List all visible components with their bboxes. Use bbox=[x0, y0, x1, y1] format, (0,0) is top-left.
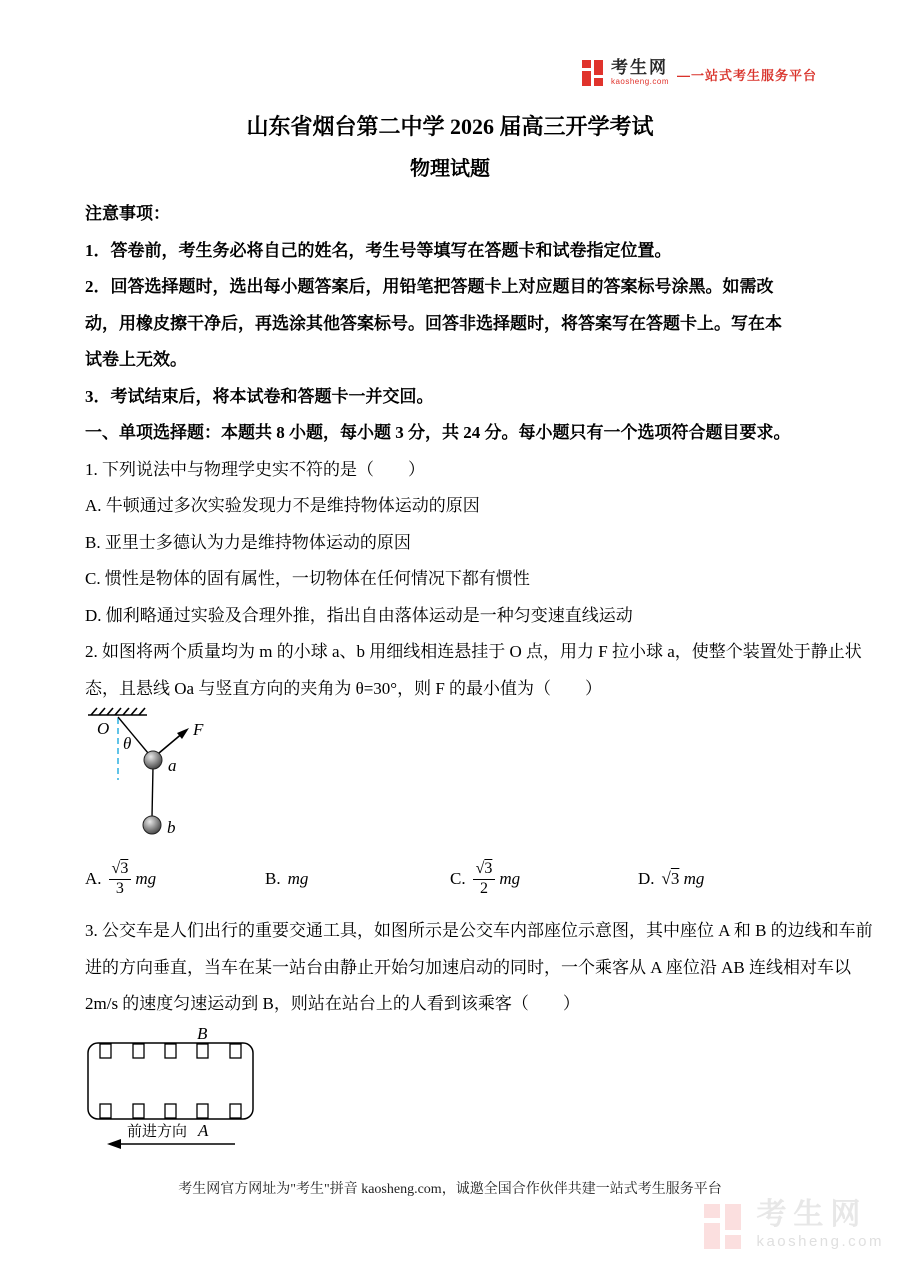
logo-domain-text: kaosheng.com bbox=[610, 76, 669, 86]
ceiling-hatch bbox=[88, 708, 147, 715]
question-2-text-line-1: 2. 如图将两个质量均为 m 的小球 a、b 用细线相连悬挂于 O 点，用力 F 拉小球 a，使整个装置处于静止状 bbox=[85, 642, 862, 661]
seat-a-label: A bbox=[198, 1120, 209, 1140]
logo-brand-text: 考生网 bbox=[610, 57, 668, 77]
question-2-option-b: B. mg bbox=[265, 869, 309, 888]
notice-label: 注意事项： bbox=[85, 204, 170, 223]
question-2-text-line-2: 态，且悬线 Oa 与竖直方向的夹角为 θ=30°，则 F 的最小值为（ ） bbox=[85, 678, 603, 698]
bus-seats-top bbox=[100, 1044, 241, 1058]
question-3-text-line-1: 3. 公交车是人们出行的重要交通工具，如图所示是公交车内部座位示意图，其中座位 A 和 B 的边线和车前 bbox=[85, 921, 873, 940]
point-o-label: O bbox=[97, 719, 110, 738]
logo-tagline: —一站式考生服务平台 bbox=[676, 68, 817, 83]
force-arrow bbox=[159, 728, 189, 753]
watermark-domain-text: kaosheng.com bbox=[756, 1233, 884, 1250]
notice-item-2-line-3: 试卷上无效。 bbox=[85, 350, 187, 369]
fraction-sqrt3-over-2: $\frac{√3}{2}$ bbox=[473, 860, 496, 899]
notice-item-1: 1．答卷前，考生务必将自己的姓名，考生号等填写在答题卡和试卷指定位置。 bbox=[85, 240, 672, 260]
ball-a bbox=[144, 751, 162, 769]
question-3-figure bbox=[85, 1027, 285, 1152]
question-2-option-c: C. $\frac{√3}{2}$ mg bbox=[450, 859, 521, 897]
logo-lockup bbox=[582, 58, 669, 86]
question-2-option-d: D. √3 mg bbox=[638, 869, 705, 888]
ball-b bbox=[143, 816, 161, 834]
exam-subtitle: 物理试题 bbox=[410, 158, 490, 180]
sqrt-3: √3 bbox=[661, 869, 680, 888]
exam-title: 山东省烟台第二中学 2026 届高三开学考试 bbox=[246, 114, 654, 139]
question-1-option-c: C. 惯性是物体的固有属性，一切物体在任何情况下都有惯性 bbox=[85, 569, 530, 588]
bus-seats-bottom bbox=[100, 1104, 241, 1118]
question-1-option-d: D. 伽利略通过实验及合理外推，指出自由落体运动是一种匀变速直线运动 bbox=[85, 605, 633, 625]
notice-item-2-line-1: 2．回答选择题时，选出每小题答案后，用铅笔把答题卡上对应题目的答案标号涂黑。如需改 bbox=[85, 277, 774, 296]
footer-text: 考生网官方网址为"考生"拼音 kaosheng.com，诚邀全国合作伙伴共建一站式考生服务平台 bbox=[178, 1182, 722, 1197]
notice-item-3: 3．考试结束后，将本试卷和答题卡一并交回。 bbox=[85, 386, 434, 406]
notice-item-2-line-2: 动，用橡皮擦干净后，再选涂其他答案标号。回答非选择题时，将答案写在答题卡上。写在本 bbox=[85, 313, 782, 333]
watermark-brand-text: 考生网 bbox=[756, 1198, 868, 1231]
string-ab bbox=[152, 767, 153, 817]
fraction-sqrt3-over-3: $\frac{√3}{3}$ bbox=[109, 860, 132, 899]
force-f-label: F bbox=[193, 720, 204, 739]
exam-body bbox=[0, 183, 900, 1152]
direction-label: 前进方向 bbox=[127, 1123, 188, 1140]
seat-b-label: B bbox=[197, 1026, 208, 1043]
ball-b-label: b bbox=[167, 818, 176, 837]
question-3-text-line-2: 进的方向垂直，当车在某一站台由静止开始匀加速启动的同时，一个乘客从 A 座位沿 AB 连线相对车以 bbox=[85, 957, 851, 977]
question-1-text: 1. 下列说法中与物理学史实不符的是（ ） bbox=[85, 459, 425, 479]
question-2-option-a: A. $\frac{√3}{3}$ mg bbox=[85, 859, 157, 897]
kaosheng-logo-icon bbox=[582, 58, 606, 86]
direction-arrow bbox=[107, 1139, 235, 1149]
question-1-option-a: A. 牛顿通过多次实验发现力不是维持物体运动的原因 bbox=[85, 496, 480, 515]
section-1-heading: 一、单项选择题：本题共 8 小题，每小题 3 分，共 24 分。每小题只有一个选项符合题目要求。 bbox=[85, 423, 791, 442]
ball-a-label: a bbox=[168, 756, 177, 775]
site-logo bbox=[582, 58, 817, 86]
question-1-option-b: B. 亚里士多德认为力是维持物体运动的原因 bbox=[85, 532, 411, 552]
watermark-logo-icon bbox=[704, 1201, 746, 1249]
question-3-text-line-3: 2m/s 的速度匀速运动到 B，则站在站台上的人看到该乘客（ ） bbox=[85, 994, 580, 1013]
angle-theta-label: θ bbox=[123, 734, 132, 753]
kaosheng-watermark bbox=[704, 1200, 884, 1249]
question-2-options bbox=[85, 853, 815, 905]
question-2-figure bbox=[85, 707, 315, 847]
